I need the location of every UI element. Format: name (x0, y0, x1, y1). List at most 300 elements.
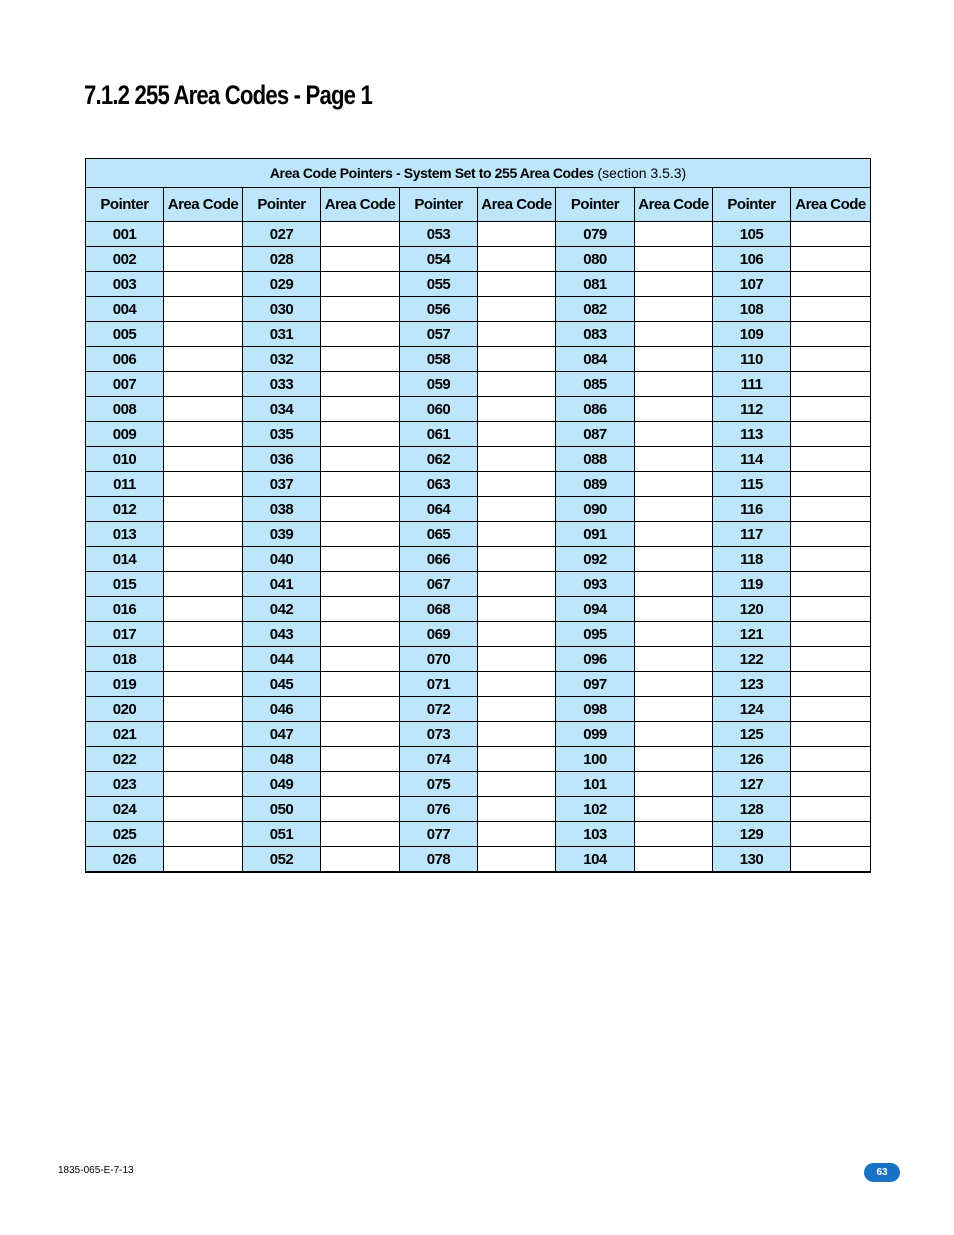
table-row (86, 247, 871, 272)
area-code-entry-cell[interactable] (164, 522, 243, 547)
pointer-cell: 039 (243, 522, 321, 547)
column-header-area-code: Area Code (321, 188, 400, 222)
area-code-entry-cell[interactable] (791, 547, 871, 572)
area-code-entry-cell[interactable] (635, 697, 713, 722)
area-code-entry-cell[interactable] (635, 247, 713, 272)
column-header-row (86, 188, 871, 222)
area-code-entry-cell[interactable] (321, 247, 400, 272)
pointer-cell: 002 (86, 247, 164, 272)
area-code-entry-cell[interactable] (321, 447, 400, 472)
table-row (86, 322, 871, 347)
area-code-entry-cell[interactable] (635, 297, 713, 322)
area-code-entry-cell[interactable] (321, 697, 400, 722)
table-row (86, 797, 871, 822)
area-code-entry-cell[interactable] (164, 547, 243, 572)
area-code-entry-cell[interactable] (635, 797, 713, 822)
area-code-entry-cell[interactable] (321, 497, 400, 522)
area-code-entry-cell[interactable] (791, 597, 871, 622)
pointer-cell: 052 (243, 847, 321, 873)
column-header-area-code: Area Code (478, 188, 556, 222)
pointer-cell: 063 (400, 472, 478, 497)
pointer-cell: 070 (400, 647, 478, 672)
table-row (86, 297, 871, 322)
pointer-cell: 064 (400, 497, 478, 522)
area-code-entry-cell[interactable] (478, 597, 556, 622)
area-code-entry-cell[interactable] (635, 497, 713, 522)
pointer-cell: 117 (713, 522, 791, 547)
pointer-cell: 106 (713, 247, 791, 272)
table-row (86, 772, 871, 797)
area-code-entry-cell[interactable] (478, 672, 556, 697)
area-code-entry-cell[interactable] (321, 797, 400, 822)
pointer-cell: 021 (86, 722, 164, 747)
area-code-entry-cell[interactable] (635, 847, 713, 873)
area-code-entry-cell[interactable] (478, 322, 556, 347)
pointer-cell: 104 (556, 847, 635, 873)
area-code-entry-cell[interactable] (635, 672, 713, 697)
caption-title: Area Code Pointers - System Set to 255 Area Codes (269, 165, 594, 181)
table-row (86, 497, 871, 522)
area-code-entry-cell[interactable] (478, 247, 556, 272)
pointer-cell: 024 (86, 797, 164, 822)
pointer-cell: 109 (713, 322, 791, 347)
area-code-entry-cell[interactable] (164, 472, 243, 497)
area-code-entry-cell[interactable] (791, 747, 871, 772)
pointer-cell: 074 (400, 747, 478, 772)
pointer-cell: 119 (713, 572, 791, 597)
table-row (86, 597, 871, 622)
area-code-entry-cell[interactable] (164, 647, 243, 672)
area-code-entry-cell[interactable] (478, 772, 556, 797)
pointer-cell: 111 (713, 372, 791, 397)
area-code-entry-cell[interactable] (791, 222, 871, 247)
table-row (86, 472, 871, 497)
table-row (86, 722, 871, 747)
area-code-entry-cell[interactable] (164, 247, 243, 272)
area-code-entry-cell[interactable] (321, 622, 400, 647)
pointer-cell: 123 (713, 672, 791, 697)
pointer-cell: 015 (86, 572, 164, 597)
column-header-pointer: Pointer (86, 188, 164, 222)
area-code-entry-cell[interactable] (478, 447, 556, 472)
area-code-entry-cell[interactable] (791, 722, 871, 747)
pointer-cell: 124 (713, 697, 791, 722)
pointer-cell: 042 (243, 597, 321, 622)
pointer-cell: 031 (243, 322, 321, 347)
pointer-cell: 086 (556, 397, 635, 422)
area-code-entry-cell[interactable] (321, 747, 400, 772)
pointer-cell: 122 (713, 647, 791, 672)
pointer-cell: 095 (556, 622, 635, 647)
area-code-entry-cell[interactable] (321, 322, 400, 347)
pointer-cell: 008 (86, 397, 164, 422)
table-row (86, 522, 871, 547)
pointer-cell: 012 (86, 497, 164, 522)
pointer-cell: 080 (556, 247, 635, 272)
pointer-cell: 065 (400, 522, 478, 547)
pointer-cell: 089 (556, 472, 635, 497)
column-header-area-code: Area Code (164, 188, 243, 222)
pointer-cell: 003 (86, 272, 164, 297)
area-code-entry-cell[interactable] (321, 522, 400, 547)
area-code-entry-cell[interactable] (635, 572, 713, 597)
area-code-entry-cell[interactable] (635, 772, 713, 797)
area-code-entry-cell[interactable] (164, 422, 243, 447)
area-code-entry-cell[interactable] (478, 697, 556, 722)
area-code-entry-cell[interactable] (321, 422, 400, 447)
area-code-entry-cell[interactable] (791, 772, 871, 797)
pointer-cell: 112 (713, 397, 791, 422)
area-code-entry-cell[interactable] (635, 647, 713, 672)
pointer-cell: 005 (86, 322, 164, 347)
table-row (86, 672, 871, 697)
area-code-entry-cell[interactable] (321, 847, 400, 873)
area-code-entry-cell[interactable] (791, 472, 871, 497)
area-code-entry-cell[interactable] (478, 497, 556, 522)
area-code-entry-cell[interactable] (321, 372, 400, 397)
column-header-pointer: Pointer (713, 188, 791, 222)
caption-section-reference: (section 3.5.3) (593, 165, 687, 181)
area-code-entry-cell[interactable] (635, 722, 713, 747)
area-code-entry-cell[interactable] (164, 497, 243, 522)
area-code-entry-cell[interactable] (478, 847, 556, 873)
pointer-cell: 130 (713, 847, 791, 873)
area-code-entry-cell[interactable] (164, 822, 243, 847)
pointer-cell: 029 (243, 272, 321, 297)
pointer-cell: 056 (400, 297, 478, 322)
area-code-entry-cell[interactable] (635, 272, 713, 297)
column-header-pointer: Pointer (400, 188, 478, 222)
pointer-cell: 019 (86, 672, 164, 697)
pointer-cell: 014 (86, 547, 164, 572)
pointer-cell: 051 (243, 822, 321, 847)
area-code-entry-cell[interactable] (478, 522, 556, 547)
area-code-entry-cell[interactable] (164, 797, 243, 822)
pointer-cell: 007 (86, 372, 164, 397)
area-code-entry-cell[interactable] (164, 447, 243, 472)
area-code-entry-cell[interactable] (635, 447, 713, 472)
table-row (86, 622, 871, 647)
pointer-cell: 001 (86, 222, 164, 247)
pointer-cell: 115 (713, 472, 791, 497)
pointer-cell: 093 (556, 572, 635, 597)
pointer-cell: 105 (713, 222, 791, 247)
area-code-entry-cell[interactable] (478, 422, 556, 447)
area-code-entry-cell[interactable] (791, 347, 871, 372)
area-code-entry-cell[interactable] (478, 347, 556, 372)
area-code-entry-cell[interactable] (791, 297, 871, 322)
area-code-entry-cell[interactable] (321, 272, 400, 297)
table-row (86, 447, 871, 472)
pointer-cell: 044 (243, 647, 321, 672)
pointer-cell: 055 (400, 272, 478, 297)
area-code-entry-cell[interactable] (321, 597, 400, 622)
table-body (86, 222, 871, 873)
pointer-cell: 037 (243, 472, 321, 497)
pointer-cell: 061 (400, 422, 478, 447)
pointer-cell: 083 (556, 322, 635, 347)
area-code-entry-cell[interactable] (164, 222, 243, 247)
column-header-pointer: Pointer (556, 188, 635, 222)
area-code-entry-cell[interactable] (791, 522, 871, 547)
pointer-cell: 027 (243, 222, 321, 247)
pointer-cell: 113 (713, 422, 791, 447)
area-code-entry-cell[interactable] (164, 297, 243, 322)
area-code-entry-cell[interactable] (478, 397, 556, 422)
page-number-badge: 63 (864, 1163, 900, 1182)
area-code-entry-cell[interactable] (164, 347, 243, 372)
area-code-entry-cell[interactable] (478, 372, 556, 397)
area-code-entry-cell[interactable] (791, 672, 871, 697)
pointer-cell: 102 (556, 797, 635, 822)
area-code-entry-cell[interactable] (791, 372, 871, 397)
pointer-cell: 058 (400, 347, 478, 372)
pointer-cell: 077 (400, 822, 478, 847)
table-row (86, 647, 871, 672)
pointer-cell: 059 (400, 372, 478, 397)
pointer-cell: 049 (243, 772, 321, 797)
pointer-cell: 072 (400, 697, 478, 722)
pointer-cell: 038 (243, 497, 321, 522)
pointer-cell: 023 (86, 772, 164, 797)
pointer-cell: 047 (243, 722, 321, 747)
area-code-entry-cell[interactable] (321, 347, 400, 372)
pointer-cell: 048 (243, 747, 321, 772)
pointer-cell: 025 (86, 822, 164, 847)
pointer-cell: 062 (400, 447, 478, 472)
pointer-cell: 026 (86, 847, 164, 873)
pointer-cell: 020 (86, 697, 164, 722)
pointer-cell: 075 (400, 772, 478, 797)
pointer-cell: 082 (556, 297, 635, 322)
area-code-entry-cell[interactable] (791, 697, 871, 722)
area-code-entry-cell[interactable] (164, 372, 243, 397)
pointer-cell: 004 (86, 297, 164, 322)
area-code-entry-cell[interactable] (635, 747, 713, 772)
area-code-entry-cell[interactable] (635, 397, 713, 422)
pointer-cell: 078 (400, 847, 478, 873)
pointer-cell: 010 (86, 447, 164, 472)
area-code-entry-cell[interactable] (164, 672, 243, 697)
pointer-cell: 116 (713, 497, 791, 522)
pointer-cell: 128 (713, 797, 791, 822)
pointer-cell: 125 (713, 722, 791, 747)
area-code-entry-cell[interactable] (164, 697, 243, 722)
area-code-entry-cell[interactable] (635, 372, 713, 397)
pointer-cell: 053 (400, 222, 478, 247)
pointer-cell: 099 (556, 722, 635, 747)
pointer-cell: 057 (400, 322, 478, 347)
area-code-entry-cell[interactable] (635, 547, 713, 572)
pointer-cell: 071 (400, 672, 478, 697)
pointer-cell: 066 (400, 547, 478, 572)
table-row (86, 697, 871, 722)
area-code-entry-cell[interactable] (635, 522, 713, 547)
area-code-entry-cell[interactable] (478, 647, 556, 672)
area-code-entry-cell[interactable] (791, 247, 871, 272)
pointer-cell: 030 (243, 297, 321, 322)
pointer-cell: 013 (86, 522, 164, 547)
pointer-cell: 069 (400, 622, 478, 647)
pointer-cell: 006 (86, 347, 164, 372)
area-code-entry-cell[interactable] (164, 722, 243, 747)
area-code-entry-cell[interactable] (321, 822, 400, 847)
pointer-cell: 098 (556, 697, 635, 722)
pointer-cell: 120 (713, 597, 791, 622)
pointer-cell: 092 (556, 547, 635, 572)
pointer-cell: 096 (556, 647, 635, 672)
pointer-cell: 011 (86, 472, 164, 497)
area-code-entry-cell[interactable] (164, 772, 243, 797)
area-code-entry-cell[interactable] (635, 597, 713, 622)
pointer-cell: 068 (400, 597, 478, 622)
pointer-cell: 054 (400, 247, 478, 272)
pointer-cell: 022 (86, 747, 164, 772)
area-code-entry-cell[interactable] (478, 622, 556, 647)
area-code-entry-cell[interactable] (635, 822, 713, 847)
pointer-cell: 016 (86, 597, 164, 622)
area-code-entry-cell[interactable] (164, 847, 243, 873)
column-header-pointer: Pointer (243, 188, 321, 222)
area-code-entry-cell[interactable] (478, 547, 556, 572)
pointer-cell: 094 (556, 597, 635, 622)
area-code-entry-cell[interactable] (164, 397, 243, 422)
area-code-entry-cell[interactable] (791, 272, 871, 297)
pointer-cell: 028 (243, 247, 321, 272)
area-code-entry-cell[interactable] (791, 397, 871, 422)
table-row (86, 572, 871, 597)
area-code-entry-cell[interactable] (164, 272, 243, 297)
area-code-entry-cell[interactable] (478, 222, 556, 247)
area-code-entry-cell[interactable] (164, 597, 243, 622)
pointer-cell: 018 (86, 647, 164, 672)
area-code-entry-cell[interactable] (164, 747, 243, 772)
pointer-cell: 045 (243, 672, 321, 697)
pointer-cell: 067 (400, 572, 478, 597)
area-code-entry-cell[interactable] (478, 572, 556, 597)
area-code-entry-cell[interactable] (791, 647, 871, 672)
area-code-entry-cell[interactable] (791, 822, 871, 847)
pointer-cell: 036 (243, 447, 321, 472)
pointer-cell: 091 (556, 522, 635, 547)
area-code-entry-cell[interactable] (321, 397, 400, 422)
pointer-cell: 126 (713, 747, 791, 772)
area-code-entry-cell[interactable] (791, 572, 871, 597)
area-code-entry-cell[interactable] (635, 322, 713, 347)
pointer-cell: 043 (243, 622, 321, 647)
area-code-entry-cell[interactable] (791, 447, 871, 472)
pointer-cell: 034 (243, 397, 321, 422)
pointer-cell: 087 (556, 422, 635, 447)
column-header-area-code: Area Code (635, 188, 713, 222)
area-code-entry-cell[interactable] (321, 547, 400, 572)
area-code-entry-cell[interactable] (321, 572, 400, 597)
area-code-entry-cell[interactable] (791, 847, 871, 873)
area-code-entry-cell[interactable] (791, 422, 871, 447)
pointer-cell: 100 (556, 747, 635, 772)
area-code-entry-cell[interactable] (635, 422, 713, 447)
area-code-entry-cell[interactable] (321, 772, 400, 797)
area-code-entry-cell[interactable] (635, 347, 713, 372)
pointer-cell: 090 (556, 497, 635, 522)
pointer-cell: 114 (713, 447, 791, 472)
pointer-cell: 040 (243, 547, 321, 572)
table-row (86, 822, 871, 847)
table-row (86, 547, 871, 572)
pointer-cell: 088 (556, 447, 635, 472)
pointer-cell: 081 (556, 272, 635, 297)
area-code-entry-cell[interactable] (791, 497, 871, 522)
pointer-cell: 050 (243, 797, 321, 822)
area-code-entry-cell[interactable] (635, 222, 713, 247)
area-code-entry-cell[interactable] (321, 672, 400, 697)
pointer-cell: 032 (243, 347, 321, 372)
document-number: 1835-065-E-7-13 (58, 1165, 134, 1176)
area-code-entry-cell[interactable] (478, 297, 556, 322)
area-code-entry-cell[interactable] (164, 622, 243, 647)
pointer-cell: 118 (713, 547, 791, 572)
table-row (86, 422, 871, 447)
pointer-cell: 121 (713, 622, 791, 647)
area-code-entry-cell[interactable] (164, 572, 243, 597)
pointer-cell: 079 (556, 222, 635, 247)
pointer-cell: 035 (243, 422, 321, 447)
pointer-cell: 127 (713, 772, 791, 797)
table-row (86, 272, 871, 297)
table-caption (86, 159, 871, 188)
area-code-entry-cell[interactable] (478, 722, 556, 747)
area-code-entry-cell[interactable] (478, 472, 556, 497)
area-code-entry-cell[interactable] (635, 472, 713, 497)
area-code-table (85, 158, 871, 873)
area-code-entry-cell[interactable] (321, 647, 400, 672)
table-row (86, 222, 871, 247)
area-code-entry-cell[interactable] (321, 472, 400, 497)
area-code-entry-cell[interactable] (791, 797, 871, 822)
area-code-entry-cell[interactable] (321, 297, 400, 322)
area-code-entry-cell[interactable] (164, 322, 243, 347)
table-row (86, 372, 871, 397)
table-row (86, 747, 871, 772)
pointer-cell: 076 (400, 797, 478, 822)
area-code-entry-cell[interactable] (478, 747, 556, 772)
pointer-cell: 129 (713, 822, 791, 847)
column-header-area-code: Area Code (791, 188, 871, 222)
area-code-entry-cell[interactable] (478, 797, 556, 822)
pointer-cell: 046 (243, 697, 321, 722)
area-code-entry-cell[interactable] (321, 222, 400, 247)
table-row (86, 847, 871, 873)
pointer-cell: 060 (400, 397, 478, 422)
area-code-entry-cell[interactable] (635, 622, 713, 647)
area-code-entry-cell[interactable] (791, 322, 871, 347)
area-code-entry-cell[interactable] (321, 722, 400, 747)
pointer-cell: 073 (400, 722, 478, 747)
pointer-cell: 103 (556, 822, 635, 847)
pointer-cell: 110 (713, 347, 791, 372)
area-code-entry-cell[interactable] (791, 622, 871, 647)
pointer-cell: 084 (556, 347, 635, 372)
pointer-cell: 033 (243, 372, 321, 397)
area-code-entry-cell[interactable] (478, 272, 556, 297)
pointer-cell: 107 (713, 272, 791, 297)
table-row (86, 397, 871, 422)
pointer-cell: 097 (556, 672, 635, 697)
pointer-cell: 108 (713, 297, 791, 322)
page-title: 7.1.2 255 Area Codes - Page 1 (84, 80, 372, 110)
pointer-cell: 085 (556, 372, 635, 397)
area-code-entry-cell[interactable] (478, 822, 556, 847)
